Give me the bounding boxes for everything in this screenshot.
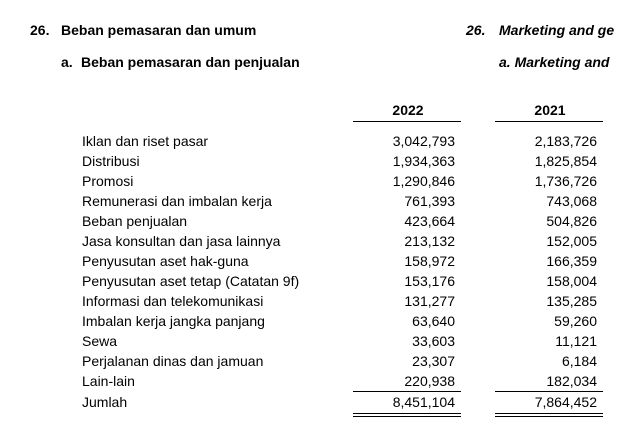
value-2022: 220,938 bbox=[404, 373, 455, 389]
value-2022: 1,934,363 bbox=[392, 153, 455, 169]
total-double-rule-2021-b bbox=[495, 416, 603, 417]
table-row bbox=[0, 311, 621, 331]
total-value-2021: 7,864,452 bbox=[534, 394, 597, 410]
value-2021: 743,068 bbox=[546, 193, 597, 209]
table-row bbox=[0, 271, 621, 291]
header-underline-2022 bbox=[353, 121, 461, 122]
row-label: Promosi bbox=[82, 173, 134, 189]
table-row bbox=[0, 251, 621, 271]
value-2021: 135,285 bbox=[546, 293, 597, 309]
table-row bbox=[0, 331, 621, 351]
table-row bbox=[0, 351, 621, 371]
section-number: 26. bbox=[30, 22, 50, 38]
row-label: Penyusutan aset tetap (Catatan 9f) bbox=[82, 273, 300, 289]
subsection-title: Beban pemasaran dan penjualan bbox=[81, 54, 300, 70]
value-2021: 166,359 bbox=[546, 253, 597, 269]
value-2021: 152,005 bbox=[546, 233, 597, 249]
row-label: Penyusutan aset hak-guna bbox=[82, 253, 249, 269]
row-label: Iklan dan riset pasar bbox=[82, 133, 209, 149]
row-label: Sewa bbox=[82, 333, 118, 349]
table-row bbox=[0, 191, 621, 211]
row-label: Perjalanan dinas dan jamuan bbox=[82, 353, 264, 369]
row-label: Imbalan kerja jangka panjang bbox=[82, 313, 265, 329]
expense-table bbox=[0, 131, 621, 391]
value-2022: 131,277 bbox=[404, 293, 455, 309]
value-2021: 504,826 bbox=[546, 213, 597, 229]
total-row bbox=[0, 392, 621, 412]
section-title-en: Marketing and ge bbox=[499, 22, 615, 38]
value-2022: 23,307 bbox=[412, 353, 455, 369]
total-label: Jumlah bbox=[82, 394, 128, 410]
value-2022: 153,176 bbox=[404, 273, 455, 289]
value-2021: 182,034 bbox=[546, 373, 597, 389]
subsection-title-en: a. Marketing and bbox=[499, 54, 610, 70]
table-row bbox=[0, 231, 621, 251]
row-label: Informasi dan telekomunikasi bbox=[82, 293, 264, 309]
column-header-2022: 2022 bbox=[392, 102, 424, 118]
total-double-rule-2021-a bbox=[495, 413, 603, 414]
value-2022: 423,664 bbox=[404, 213, 455, 229]
value-2022: 761,393 bbox=[404, 193, 455, 209]
table-row bbox=[0, 131, 621, 151]
table-row bbox=[0, 151, 621, 171]
value-2022: 33,603 bbox=[412, 333, 455, 349]
value-2022: 213,132 bbox=[404, 233, 455, 249]
row-label: Jasa konsultan dan jasa lainnya bbox=[82, 233, 281, 249]
table-row bbox=[0, 171, 621, 191]
value-2021: 1,825,854 bbox=[534, 153, 597, 169]
total-value-2022: 8,451,104 bbox=[392, 394, 455, 410]
value-2022: 1,290,846 bbox=[392, 173, 455, 189]
row-label: Remunerasi dan imbalan kerja bbox=[82, 193, 272, 209]
row-label: Lain-lain bbox=[82, 373, 135, 389]
section-title: Beban pemasaran dan umum bbox=[61, 22, 257, 38]
table-row bbox=[0, 291, 621, 311]
value-2021: 1,736,726 bbox=[534, 173, 597, 189]
value-2022: 3,042,793 bbox=[392, 133, 455, 149]
table-row bbox=[0, 211, 621, 231]
total-double-rule-2022-b bbox=[353, 416, 461, 417]
value-2022: 63,640 bbox=[412, 313, 455, 329]
column-header-2021: 2021 bbox=[534, 102, 566, 118]
row-label: Beban penjualan bbox=[82, 213, 188, 229]
section-number-en: 26. bbox=[466, 22, 486, 38]
table-row bbox=[0, 371, 621, 391]
value-2022: 158,972 bbox=[404, 253, 455, 269]
value-2021: 6,184 bbox=[561, 353, 597, 369]
header-underline-2021 bbox=[495, 121, 603, 122]
value-2021: 11,121 bbox=[555, 333, 597, 349]
subsection-letter: a. bbox=[61, 54, 73, 70]
total-double-rule-2022-a bbox=[353, 413, 461, 414]
row-label: Distribusi bbox=[82, 153, 140, 169]
value-2021: 158,004 bbox=[546, 273, 597, 289]
value-2021: 59,260 bbox=[554, 313, 597, 329]
value-2021: 2,183,726 bbox=[534, 133, 597, 149]
